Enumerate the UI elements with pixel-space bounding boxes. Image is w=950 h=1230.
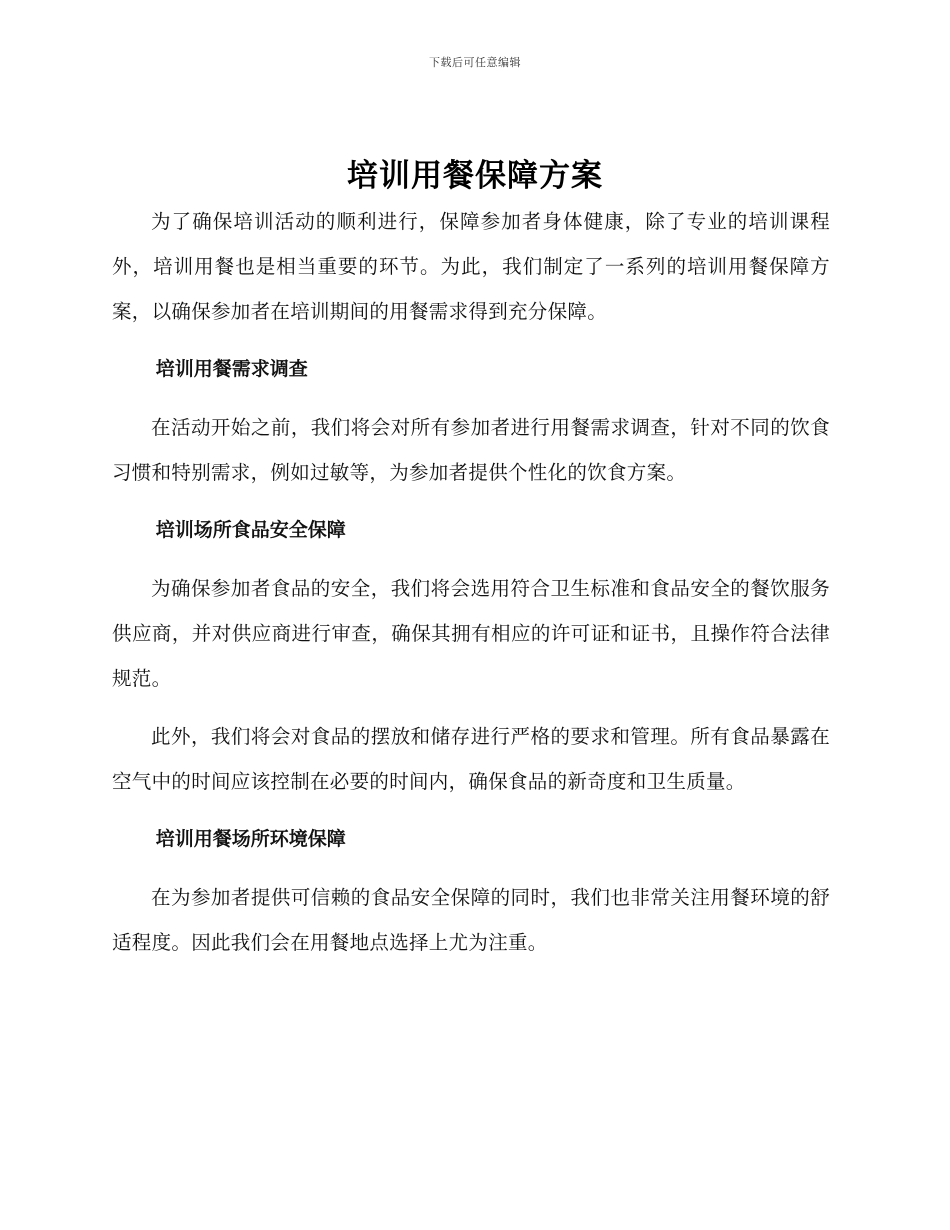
intro-paragraph: 为了确保培训活动的顺利进行，保障参加者身体健康，除了专业的培训课程外，培训用餐也是相当重要的环节。为此，我们制定了一系列的培训用餐保障方案，以确保参加者在培训期间的用餐需求得到充分保障。 [112, 210, 830, 323]
page-title: 培训用餐保障方案 [347, 158, 603, 194]
section-paragraph: 为确保参加者食品的安全，我们将会选用符合卫生标准和食品安全的餐饮服务供应商，并对供应商进行审查，确保其拥有相应的许可证和证书，且操作符合法律规范。 [112, 577, 830, 690]
section-paragraph: 此外，我们将会对食品的摆放和储存进行严格的要求和管理。所有食品暴露在空气中的时间应该控制在必要的时间内，确保食品的新奇度和卫生质量。 [112, 725, 830, 793]
section-heading-dining-environment: 培训用餐场所环境保障 [155, 828, 346, 850]
section-paragraph: 在为参加者提供可信赖的食品安全保障的同时，我们也非常关注用餐环境的舒适程度。因此我们会在用餐地点选择上尤为注重。 [112, 886, 830, 954]
section-paragraph: 在活动开始之前，我们将会对所有参加者进行用餐需求调查，针对不同的饮食习惯和特别需求，例如过敏等，为参加者提供个性化的饮食方案。 [112, 416, 830, 484]
header-note: 下载后可任意编辑 [429, 56, 521, 69]
document-body [112, 199, 830, 965]
section-heading-food-safety: 培训场所食品安全保障 [155, 519, 346, 541]
section-heading-demand-survey: 培训用餐需求调查 [155, 358, 308, 380]
